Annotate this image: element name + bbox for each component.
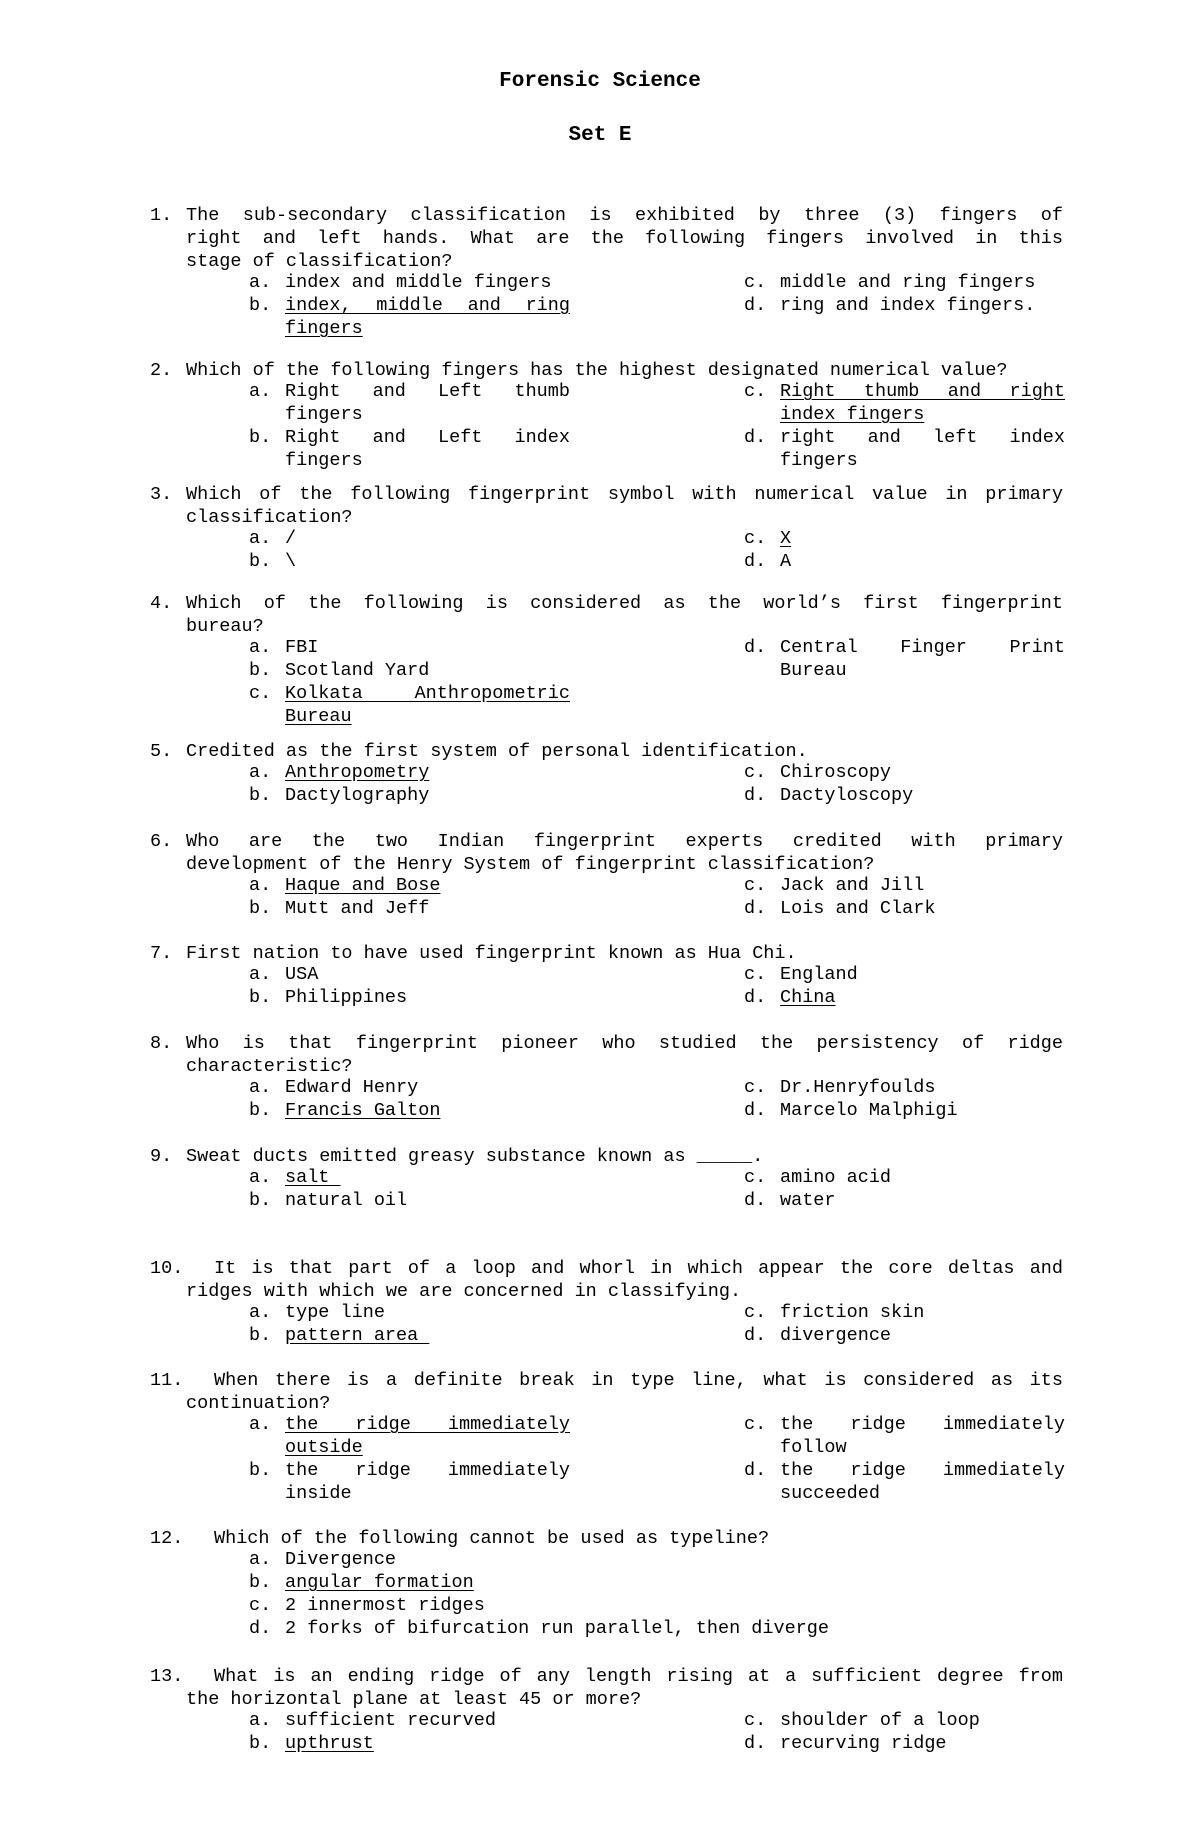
option-letter: b. xyxy=(249,898,272,919)
option-text: Divergence xyxy=(285,1549,397,1570)
option-letter: b. xyxy=(249,1460,272,1481)
option-letter: d. xyxy=(744,1733,767,1754)
option-text: Dactylography xyxy=(285,785,430,806)
option-text: ring and index fingers. xyxy=(780,295,1036,316)
option-letter: a. xyxy=(249,1302,272,1323)
option-letter: b. xyxy=(249,551,272,572)
option-letter: c. xyxy=(744,1302,767,1323)
question-stem-line: continuation? xyxy=(186,1393,331,1414)
option-text: Right and Left thumb xyxy=(285,381,570,402)
question-stem-line: right and left hands. What are the following fingers involved in this xyxy=(186,228,1063,249)
answer-option-text: salt xyxy=(285,1167,341,1188)
option-letter: d. xyxy=(744,427,767,448)
answer-option-text: X xyxy=(780,528,792,549)
option-text: fingers xyxy=(285,404,363,425)
answer-option-text: Haque and Bose xyxy=(285,875,441,896)
answer-option-text: angular formation xyxy=(285,1572,474,1593)
option-letter: c. xyxy=(249,683,272,704)
option-letter: a. xyxy=(249,1549,272,1570)
option-text: follow xyxy=(780,1437,847,1458)
option-letter: a. xyxy=(249,528,272,549)
page-subtitle: Set E xyxy=(568,124,632,147)
question-stem-line: Which of the following is considered as the world’s first fingerprint xyxy=(186,593,1063,614)
option-text: fingers xyxy=(285,450,363,471)
question-number: 10. xyxy=(150,1258,184,1279)
option-text: middle and ring fingers xyxy=(780,272,1036,293)
answer-option-text: outside xyxy=(285,1437,363,1458)
option-text: FBI xyxy=(285,637,319,658)
option-text: amino acid xyxy=(780,1167,892,1188)
option-letter: b. xyxy=(249,785,272,806)
question-stem-line: Sweat ducts emitted greasy substance known as _____. xyxy=(186,1146,764,1167)
option-letter: d. xyxy=(744,551,767,572)
option-letter: c. xyxy=(744,964,767,985)
option-letter: d. xyxy=(744,637,767,658)
answer-option-text: pattern area xyxy=(285,1325,430,1346)
option-letter: d. xyxy=(744,1460,767,1481)
option-text: Dactyloscopy xyxy=(780,785,914,806)
option-letter: c. xyxy=(744,1077,767,1098)
option-letter: c. xyxy=(744,762,767,783)
option-text: divergence xyxy=(780,1325,892,1346)
option-letter: b. xyxy=(249,1190,272,1211)
option-letter: d. xyxy=(744,1190,767,1211)
option-letter: a. xyxy=(249,1414,272,1435)
option-letter: c. xyxy=(249,1595,272,1616)
question-number: 11. xyxy=(150,1370,184,1391)
option-text: the ridge immediately xyxy=(780,1460,1065,1481)
answer-option-text: fingers xyxy=(285,318,363,339)
answer-option-text: Francis Galton xyxy=(285,1100,441,1121)
option-letter: d. xyxy=(744,1100,767,1121)
option-text: shoulder of a loop xyxy=(780,1710,980,1731)
question-stem-line: First nation to have used fingerprint known as Hua Chi. xyxy=(186,943,797,964)
question-number: 13. xyxy=(150,1666,184,1687)
option-text: Dr.Henryfoulds xyxy=(780,1077,936,1098)
option-letter: b. xyxy=(249,1572,272,1593)
option-text: friction skin xyxy=(780,1302,925,1323)
question-stem-line: stage of classification? xyxy=(186,251,453,272)
question-number: 7. xyxy=(150,943,173,964)
option-letter: a. xyxy=(249,964,272,985)
option-letter: d. xyxy=(249,1618,272,1639)
option-letter: b. xyxy=(249,660,272,681)
option-text: right and left index xyxy=(780,427,1065,448)
question-stem-line: It is that part of a loop and whorl in which appear the core deltas and xyxy=(214,1258,1063,1279)
option-text: USA xyxy=(285,964,319,985)
option-text: Right and Left index xyxy=(285,427,570,448)
answer-option-text: upthrust xyxy=(285,1733,374,1754)
option-text: \ xyxy=(285,551,297,572)
option-letter: a. xyxy=(249,762,272,783)
option-letter: c. xyxy=(744,1710,767,1731)
question-stem-line: classification? xyxy=(186,507,353,528)
option-letter: d. xyxy=(744,987,767,1008)
question-stem-line: development of the Henry System of fingerprint classification? xyxy=(186,854,875,875)
option-text: A xyxy=(780,551,792,572)
option-letter: c. xyxy=(744,1167,767,1188)
option-letter: d. xyxy=(744,295,767,316)
question-stem-line: Which of the following fingerprint symbol with numerical value in primary xyxy=(186,484,1063,505)
option-letter: a. xyxy=(249,1710,272,1731)
option-letter: d. xyxy=(744,785,767,806)
answer-option-text: Kolkata Anthropometric xyxy=(285,683,570,704)
option-letter: b. xyxy=(249,987,272,1008)
option-letter: a. xyxy=(249,1077,272,1098)
option-letter: a. xyxy=(249,381,272,402)
option-text: fingers xyxy=(780,450,858,471)
answer-option-text: Right thumb and right xyxy=(780,381,1065,402)
option-letter: a. xyxy=(249,637,272,658)
answer-option-text: Anthropometry xyxy=(285,762,430,783)
question-stem-line: bureau? xyxy=(186,616,264,637)
question-stem-line: Credited as the first system of personal identification. xyxy=(186,741,808,762)
option-text: water xyxy=(780,1190,836,1211)
question-stem-line: Who are the two Indian fingerprint experts credited with primary xyxy=(186,831,1063,852)
option-letter: b. xyxy=(249,1733,272,1754)
option-text: index and middle fingers xyxy=(285,272,552,293)
question-stem-line: ridges with which we are concerned in classifying. xyxy=(186,1281,742,1302)
answer-option-text: Bureau xyxy=(285,706,352,727)
option-letter: a. xyxy=(249,1167,272,1188)
question-number: 5. xyxy=(150,741,173,762)
question-stem-line: Who is that fingerprint pioneer who studied the persistency of ridge xyxy=(186,1033,1063,1054)
question-stem-line: Which of the following cannot be used as typeline? xyxy=(214,1528,770,1549)
option-text: / xyxy=(285,528,297,549)
option-text: recurving ridge xyxy=(780,1733,947,1754)
question-stem-line: When there is a definite break in type line, what is considered as its xyxy=(214,1370,1063,1391)
option-text: inside xyxy=(285,1483,352,1504)
option-letter: c. xyxy=(744,272,767,293)
option-text: Jack and Jill xyxy=(780,875,925,896)
option-letter: c. xyxy=(744,875,767,896)
option-letter: d. xyxy=(744,898,767,919)
question-stem-line: the horizontal plane at least 45 or more? xyxy=(186,1689,642,1710)
option-text: natural oil xyxy=(285,1190,408,1211)
option-text: type line xyxy=(285,1302,385,1323)
option-letter: b. xyxy=(249,427,272,448)
option-text: Edward Henry xyxy=(285,1077,419,1098)
question-number: 6. xyxy=(150,831,173,852)
option-letter: a. xyxy=(249,875,272,896)
option-text: sufficient recurved xyxy=(285,1710,496,1731)
option-letter: b. xyxy=(249,1100,272,1121)
option-text: Central Finger Print xyxy=(780,637,1065,658)
question-stem-line: The sub-secondary classification is exhibited by three (3) fingers of xyxy=(186,205,1063,226)
option-text: Scotland Yard xyxy=(285,660,430,681)
answer-option-text: China xyxy=(780,987,836,1008)
option-letter: b. xyxy=(249,1325,272,1346)
question-number: 12. xyxy=(150,1528,184,1549)
option-text: Marcelo Malphigi xyxy=(780,1100,958,1121)
option-text: 2 innermost ridges xyxy=(285,1595,485,1616)
question-number: 9. xyxy=(150,1146,173,1167)
option-text: Philippines xyxy=(285,987,408,1008)
option-letter: a. xyxy=(249,272,272,293)
option-letter: d. xyxy=(744,1325,767,1346)
option-text: Mutt and Jeff xyxy=(285,898,430,919)
option-letter: c. xyxy=(744,1414,767,1435)
answer-option-text: index fingers xyxy=(780,404,925,425)
answer-option-text: index, middle and ring xyxy=(285,295,570,316)
option-text: the ridge immediately xyxy=(285,1460,570,1481)
option-letter: c. xyxy=(744,528,767,549)
question-number: 2. xyxy=(150,360,173,381)
answer-option-text: the ridge immediately xyxy=(285,1414,570,1435)
question-stem-line: characteristic? xyxy=(186,1056,353,1077)
option-text: Chiroscopy xyxy=(780,762,892,783)
option-text: 2 forks of bifurcation run parallel, then diverge xyxy=(285,1618,829,1639)
option-text: Lois and Clark xyxy=(780,898,936,919)
option-text: succeeded xyxy=(780,1483,880,1504)
question-number: 3. xyxy=(150,484,173,505)
option-letter: b. xyxy=(249,295,272,316)
page-title: Forensic Science xyxy=(499,70,701,93)
question-number: 8. xyxy=(150,1033,173,1054)
question-number: 1. xyxy=(150,205,173,226)
option-text: the ridge immediately xyxy=(780,1414,1065,1435)
option-letter: c. xyxy=(744,381,767,402)
question-stem-line: What is an ending ridge of any length rising at a sufficient degree from xyxy=(214,1666,1063,1687)
option-text: Bureau xyxy=(780,660,847,681)
question-stem-line: Which of the following fingers has the highest designated numerical value? xyxy=(186,360,1008,381)
question-number: 4. xyxy=(150,593,173,614)
option-text: England xyxy=(780,964,858,985)
